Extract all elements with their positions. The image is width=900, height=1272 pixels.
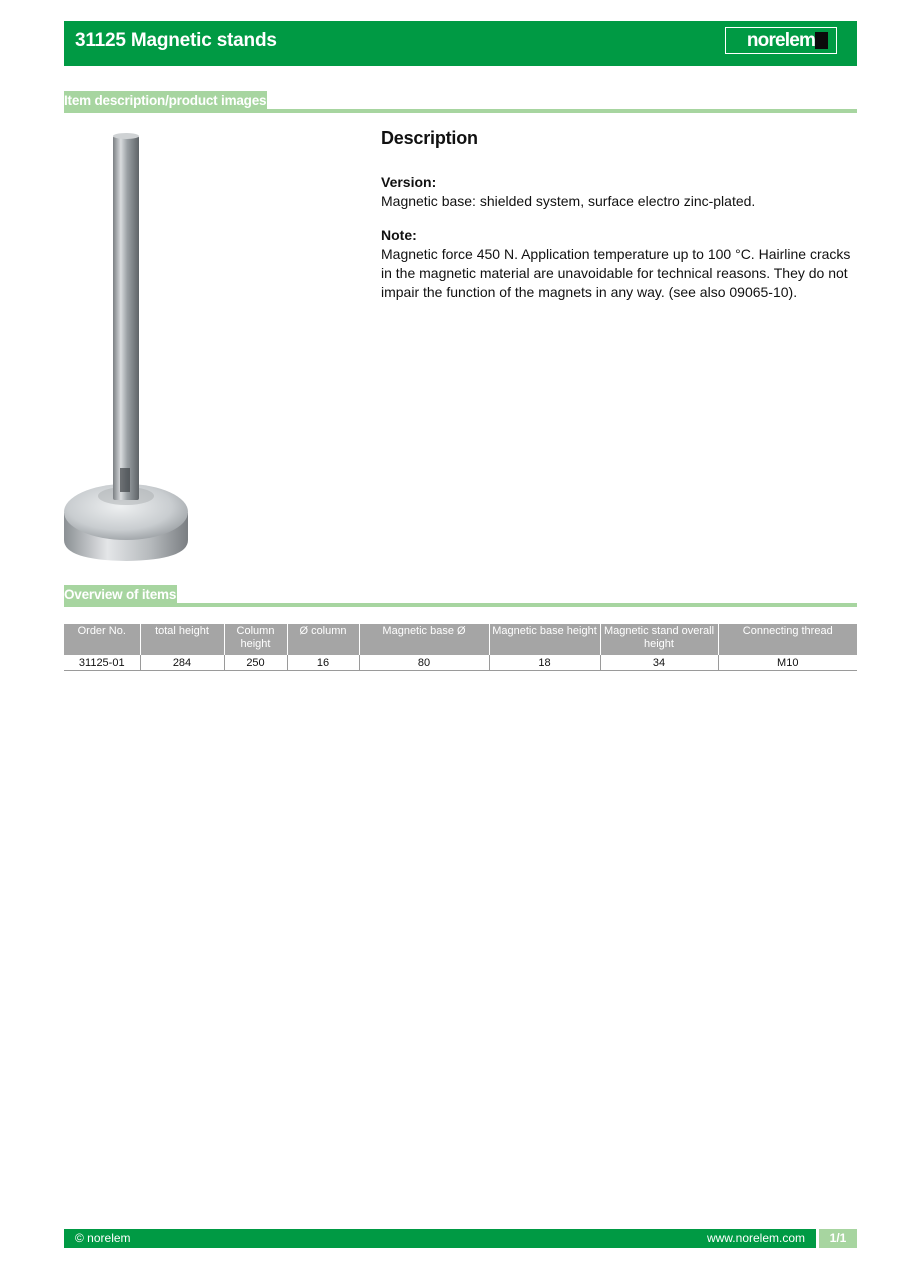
cell-overall-height: 34 [600,655,718,671]
cell-base-height: 18 [489,655,600,671]
column-header-column-height: Column height [224,624,287,655]
product-image-magnetic-stand [60,128,200,568]
page-number: 1/1 [816,1229,857,1248]
description-title: Description [381,128,478,148]
footer-url-link[interactable]: www.norelem.com [706,1231,805,1245]
cell-base-diameter: 80 [359,655,489,671]
page-header [64,21,857,66]
table-row [64,655,857,671]
norelem-logo [725,27,837,54]
column-header-column-diameter: Ø column [287,624,359,655]
column-header-connecting-thread: Connecting thread [718,624,857,655]
column-header-overall-height: Magnetic stand overall height [600,624,718,655]
version-label: Version: [381,174,437,190]
description-block [381,128,851,317]
note-label: Note: [381,227,417,243]
section-heading-overview: Overview of items [64,585,177,605]
cell-order-no: 31125-01 [64,655,140,671]
cell-total-height: 284 [140,655,224,671]
table-header-row [64,624,857,655]
page-footer [64,1229,857,1248]
note-text: Magnetic force 450 N. Application temperature up to 100 °C. Hairline cracks in the magnetic material are unavoidable for technical reasons. They do not impair the function of the magnets in any way. (see also 09065-10). [381,246,851,300]
logo-text: norelem [746,30,816,51]
version-text: Magnetic base: shielded system, surface electro zinc-plated. [381,193,756,209]
section-heading-item-description: Item description/product images [64,91,267,111]
column-header-base-diameter: Magnetic base Ø [359,624,489,655]
column-header-base-height: Magnetic base height [489,624,600,655]
items-table [64,624,857,671]
page-title: 31125 Magnetic stands [75,30,277,51]
cell-column-height: 250 [224,655,287,671]
cell-column-diameter: 16 [287,655,359,671]
cell-connecting-thread: M10 [718,655,857,671]
column-header-order-no: Order No. [64,624,140,655]
footer-copyright: © norelem [75,1231,131,1245]
column-header-total-height: total height [140,624,224,655]
section-divider-overview [64,603,857,607]
